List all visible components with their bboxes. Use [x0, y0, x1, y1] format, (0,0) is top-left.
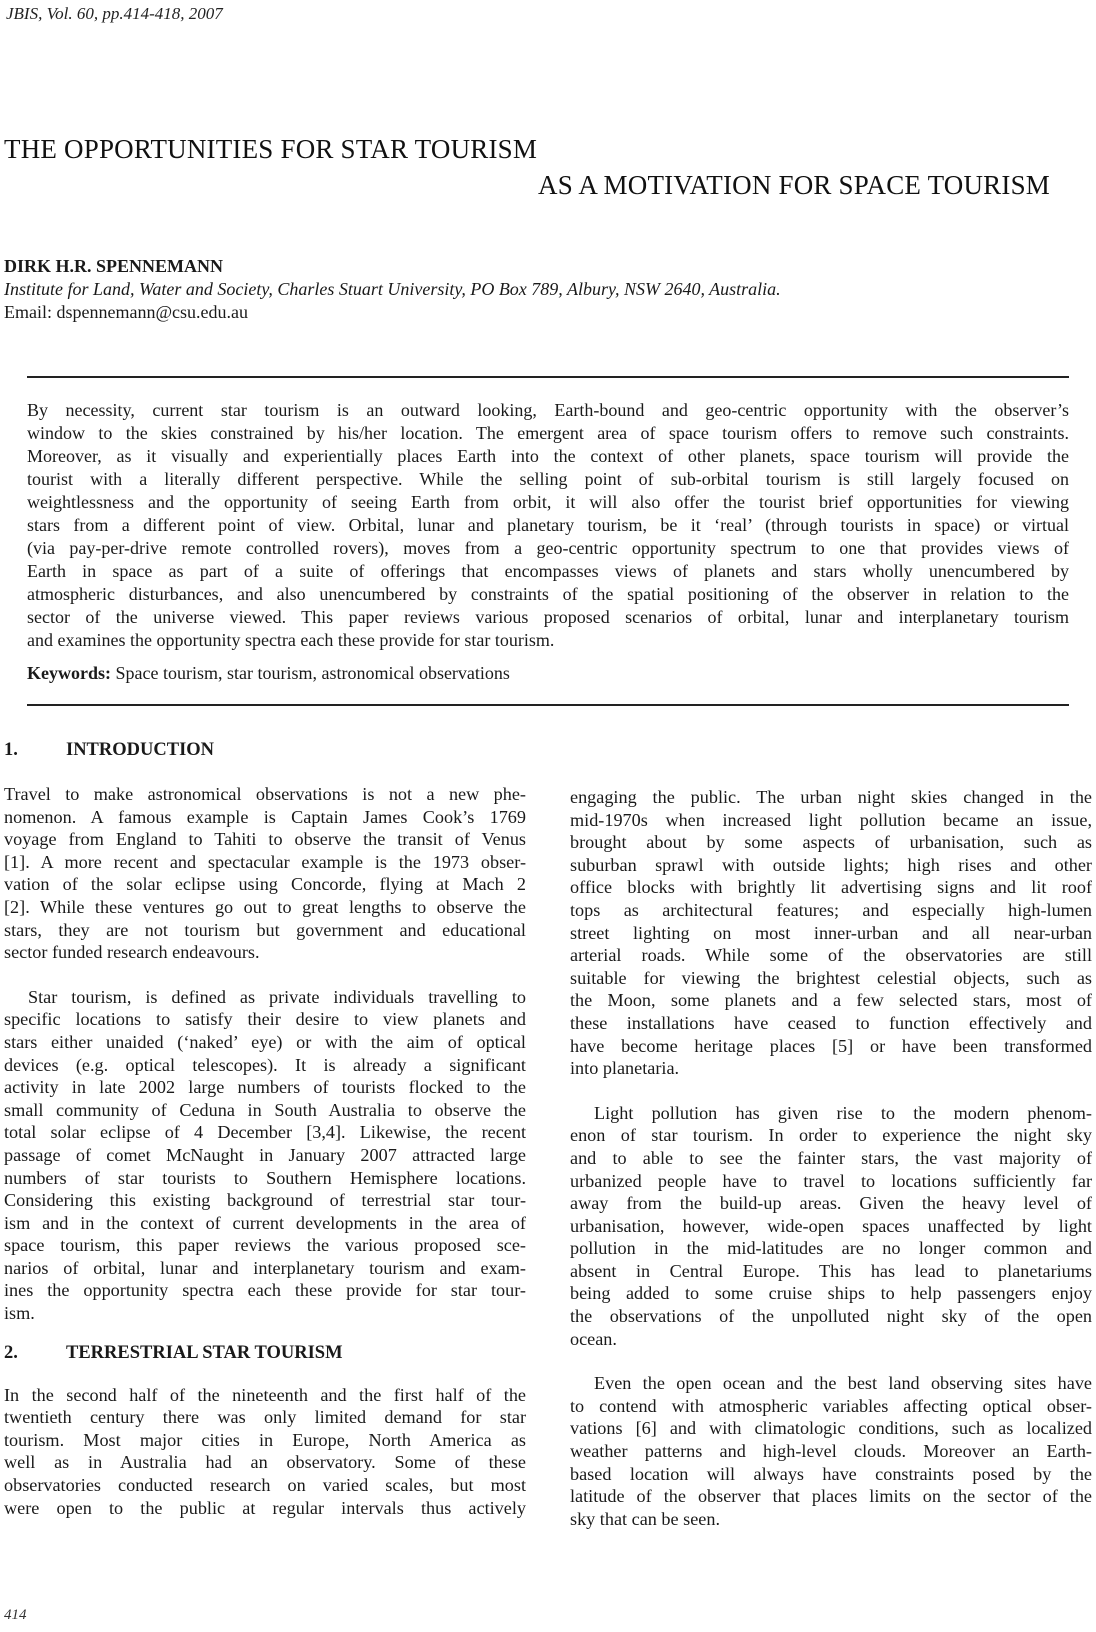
- text-line: these installations have ceased to function effectively and: [570, 1012, 1092, 1033]
- text-line: away from the build-up areas. Given the heavy level of: [570, 1193, 1092, 1214]
- text-line: weather patterns and high-level clouds. Moreover an Earth-: [570, 1441, 1092, 1462]
- text-line: space tourism, this paper reviews the various proposed sce-: [4, 1235, 526, 1256]
- text-line: the observations of the unpolluted night sky of the open: [570, 1306, 1092, 1327]
- text-line: urbanisation, however, wide-open spaces unaffected by light: [570, 1215, 1092, 1236]
- author-name: DIRK H.R. SPENNEMANN: [4, 256, 224, 276]
- text-line: small community of Ceduna in South Australia to observe the: [4, 1099, 526, 1120]
- page-number: 414: [4, 1607, 27, 1623]
- text-line: ines the opportunity spectra each these provide for star tour-: [4, 1280, 526, 1301]
- text-line: narios of orbital, lunar and interplanetary tourism and exam-: [4, 1257, 526, 1278]
- text-line: brought about by some aspects of urbanisation, such as: [570, 832, 1092, 853]
- right-column: [570, 786, 1092, 1530]
- paragraph: [4, 986, 526, 1325]
- text-line: latitude of the observer that places limits on the sector of the: [570, 1486, 1092, 1507]
- abstract-bottom-rule: [27, 704, 1069, 706]
- text-line: nomenon. A famous example is Captain James Cook’s 1769: [4, 806, 526, 827]
- text-line: In the second half of the nineteenth and the first half of the: [4, 1384, 526, 1405]
- text-line: absent in Central Europe. This has lead to planetariums: [570, 1260, 1092, 1281]
- keywords: [27, 663, 510, 684]
- text-line: Light pollution has given rise to the modern phenom-: [594, 1102, 1092, 1123]
- text-line: sector of the universe viewed. This paper reviews various proposed scenarios of orbital, lunar and interplanetary tourism: [27, 607, 1069, 627]
- author-affiliation: Institute for Land, Water and Society, Charles Stuart University, PO Box 789, Albury, NSW 2640, Australia.: [4, 279, 781, 299]
- text-line: suitable for viewing the brightest celestial objects, such as: [570, 967, 1092, 988]
- text-line: enon of star tourism. In order to experience the night sky: [570, 1125, 1092, 1146]
- section-number: 1.: [4, 740, 18, 760]
- text-line: Moreover, as it visually and experientially places Earth into the context of other planets, space tourism will provide the: [27, 446, 1069, 466]
- paragraph: [4, 1384, 526, 1520]
- text-line: atmospheric disturbances, and also unencumbered by constraints of the spatial positioning of the observer in relation to the: [27, 584, 1069, 604]
- author-email: Email: dspennemann@csu.edu.au: [4, 302, 249, 322]
- section-title: INTRODUCTION: [66, 740, 215, 760]
- text-line: Considering this existing background of terrestrial star tour-: [4, 1190, 526, 1211]
- text-line: well as in Australia had an observatory. Some of these: [4, 1452, 526, 1473]
- text-line: sky that can be seen.: [570, 1508, 720, 1529]
- text-line: tourist with a literally different perspective. While the selling point of sub-orbital tourism is still largely focused on: [27, 469, 1069, 489]
- text-line: engaging the public. The urban night skies changed in the: [570, 787, 1092, 807]
- text-line: devices (e.g. optical telescopes). It is already a significant: [4, 1054, 526, 1075]
- text-line: numbers of star tourists to Southern Hemisphere locations.: [4, 1167, 526, 1188]
- text-line: voyage from England to Tahiti to observe the transit of Venus: [4, 829, 526, 850]
- keywords-label: Keywords:: [27, 663, 111, 683]
- text-line: ocean.: [570, 1328, 617, 1349]
- text-line: total solar eclipse of 4 December [3,4]. Likewise, the recent: [4, 1122, 526, 1143]
- text-line: (via pay-per-drive remote controlled rovers), moves from a geo-centric opportunity spectrum to one that provides views of: [27, 538, 1069, 558]
- section-heading-introduction: [4, 740, 526, 761]
- section-title: TERRESTRIAL STAR TOURISM: [66, 1342, 343, 1363]
- running-head: JBIS, Vol. 60, pp.414-418, 2007: [6, 4, 223, 23]
- text-line: and to able to see the fainter stars, the vast majority of: [570, 1147, 1092, 1168]
- text-line: [2]. While these ventures go out to great lengths to observe the: [4, 896, 526, 917]
- text-line: were open to the public at regular intervals thus actively: [4, 1497, 526, 1518]
- text-line: based location will always have constraints posed by the: [570, 1463, 1092, 1484]
- section-heading-terrestrial: [4, 1343, 526, 1364]
- section-number: 2.: [4, 1342, 18, 1363]
- text-line: have become heritage places [5] or have been transformed: [570, 1035, 1092, 1056]
- text-line: office blocks with brightly lit advertising signs and lit roof: [570, 877, 1092, 898]
- text-line: suburban sprawl with outside lights; high rises and other: [570, 854, 1092, 875]
- text-line: By necessity, current star tourism is an outward looking, Earth-bound and geo-centric opportunity with the observer’s: [27, 400, 1069, 420]
- text-line: stars from a different point of view. Orbital, lunar and planetary tourism, be it ‘real’ (through tourists in space) or virtual: [27, 515, 1069, 535]
- left-column: [4, 740, 526, 1519]
- text-line: mid-1970s when increased light pollution became an issue,: [570, 809, 1092, 830]
- abstract-top-rule: [27, 376, 1069, 378]
- text-line: weightlessness and the opportunity of seeing Earth from orbit, it will also offer the tourist brief opportunities for viewing: [27, 492, 1069, 512]
- text-line: stars either unaided (‘naked’ eye) or with the aim of optical: [4, 1031, 526, 1052]
- text-line: tops as architectural features; and especially high-lumen: [570, 899, 1092, 920]
- text-line: vations [6] and with climatologic conditions, such as localized: [570, 1418, 1092, 1439]
- paragraph: [570, 1102, 1092, 1351]
- text-line: activity in late 2002 large numbers of tourists flocked to the: [4, 1077, 526, 1098]
- text-line: arterial roads. While some of the observatories are still: [570, 945, 1092, 966]
- text-line: tourism. Most major cities in Europe, North America as: [4, 1429, 526, 1450]
- text-line: stars, they are not tourism but government and educational: [4, 919, 526, 940]
- text-line: Even the open ocean and the best land observing sites have: [594, 1373, 1092, 1394]
- text-line: to contend with atmospheric variables affecting optical obser-: [570, 1395, 1092, 1416]
- abstract: [27, 399, 1069, 652]
- text-line: ism and in the context of current developments in the area of: [4, 1212, 526, 1233]
- text-line: Earth in space as part of a suite of offerings that encompasses views of planets and stars wholly unencumbered by: [27, 561, 1069, 581]
- text-line: urbanized people have to travel to locations sufficiently far: [570, 1170, 1092, 1191]
- paragraph: [570, 1372, 1092, 1530]
- text-line: sector funded research endeavours.: [4, 942, 260, 963]
- text-line: twentieth century there was only limited demand for star: [4, 1407, 526, 1428]
- text-line: [1]. A more recent and spectacular example is the 1973 obser-: [4, 851, 526, 872]
- text-line: specific locations to satisfy their desire to view planets and: [4, 1009, 526, 1030]
- text-line: vation of the solar eclipse using Concorde, flying at Mach 2: [4, 874, 526, 895]
- text-line: passage of comet McNaught in January 2007 attracted large: [4, 1144, 526, 1165]
- text-line: observatories conducted research on varied scales, but most: [4, 1475, 526, 1496]
- text-line: Travel to make astronomical observations is not a new phe-: [4, 784, 526, 804]
- title-line-1: THE OPPORTUNITIES FOR STAR TOURISM: [4, 134, 538, 164]
- text-line: and examines the opportunity spectra each these provide for star tourism.: [27, 630, 555, 650]
- text-line: Star tourism, is defined as private individuals travelling to: [28, 986, 526, 1007]
- keywords-text: Space tourism, star tourism, astronomical observations: [111, 663, 510, 683]
- text-line: ism.: [4, 1303, 35, 1324]
- paragraph: [4, 783, 526, 964]
- text-line: into planetaria.: [570, 1058, 680, 1079]
- text-line: the Moon, some planets and a few selected stars, most of: [570, 990, 1092, 1011]
- text-line: street lighting on most inner-urban and all near-urban: [570, 922, 1092, 943]
- text-line: pollution in the mid-latitudes are no longer common and: [570, 1238, 1092, 1259]
- paragraph: [570, 786, 1092, 1080]
- title-line-2: AS A MOTIVATION FOR SPACE TOURISM: [538, 170, 1050, 200]
- text-line: window to the skies constrained by his/her location. The emergent area of space tourism offers to remove such constraints.: [27, 423, 1069, 443]
- text-line: being added to some cruise ships to help passengers enjoy: [570, 1283, 1092, 1304]
